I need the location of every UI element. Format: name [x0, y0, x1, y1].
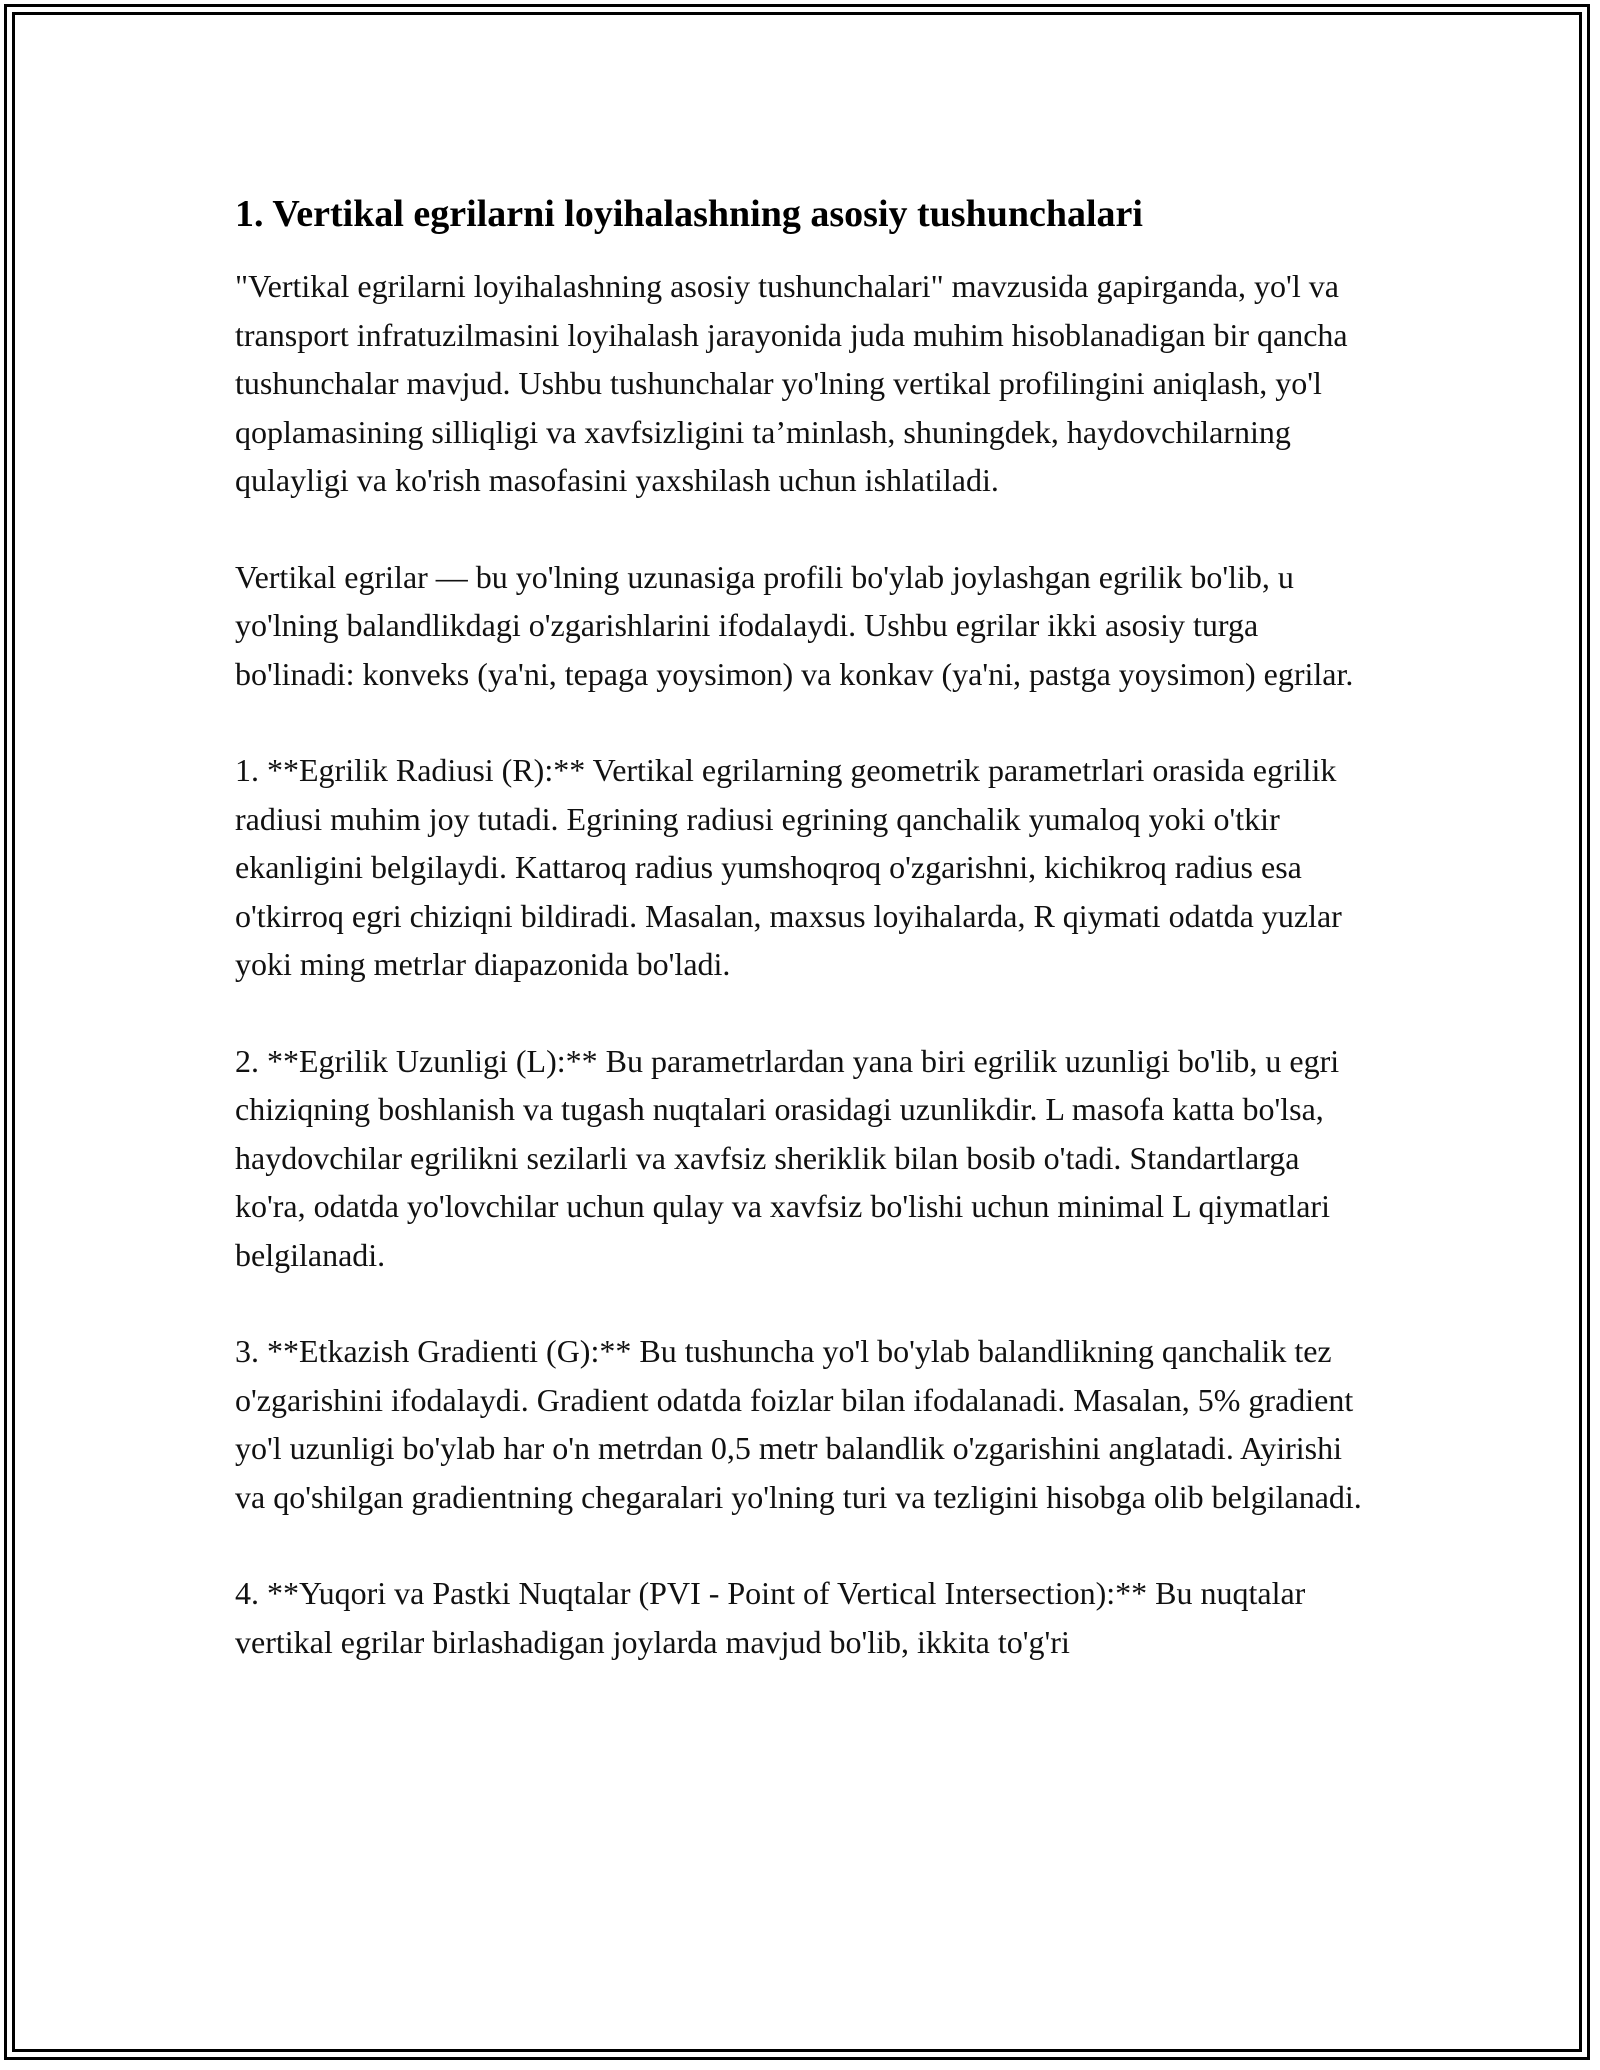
paragraph-radius: 1. **Egrilik Radiusi (R):** Vertikal egrilarning geometrik parametrlari orasida egrilik radiusi muhim joy tutadi. Egrining radiusi egrining qanchalik yumaloq yoki o'tkir ekanligini belgilaydi. Kattaroq radius yumshoqroq o'zgarishni, kichikroq radius esa o'tkirroq egri chiziqni bildiradi. Masalan, maxsus loyihalarda, R qiymati odatda yuzlar yoki ming metrlar diapazonida bo'ladi. [235, 752, 1342, 982]
paragraph-gradient: 3. **Etkazish Gradienti (G):** Bu tushuncha yo'l bo'ylab balandlikning qanchalik tez o'zgarishini ifodalaydi. Gradient odatda foizlar bilan ifodalanadi. Masalan, 5% gradient yo'l uzunligi bo'ylab har o'n metrdan 0,5 metr balandlik o'zgarishini anglatadi. Ayirishi va qo'shilgan gradientning chegaralari yo'lning turi va tezligini hisobga olib belgilanadi. [235, 1333, 1362, 1515]
document-body [235, 188, 1365, 1714]
paragraph-pvi: 4. **Yuqori va Pastki Nuqtalar (PVI - Point of Vertical Intersection):** Bu nuqtalar vertikal egrilar birlashadigan joylarda mavjud bo'lib, ikkita to'g'ri [235, 1575, 1306, 1660]
section-heading: 1. Vertikal egrilarni loyihalashning asosiy tushunchalari [235, 193, 1143, 235]
paragraph-length: 2. **Egrilik Uzunligi (L):** Bu parametrlardan yana biri egrilik uzunligi bo'lib, u egri chiziqning boshlanish va tugash nuqtalari orasidagi uzunlikdir. L masofa katta bo'lsa, haydovchilar egrilikni sezilarli va xavfsiz sheriklik bilan bosib o'tadi. Standartlarga ko'ra, odatda yo'lovchilar uchun qulay va xavfsiz bo'lishi uchun minimal L qiymatlari belgilanadi. [235, 1042, 1340, 1273]
paragraph-intro: "Vertikal egrilarni loyihalashning asosiy tushunchalari" mavzusida gapirganda, yo'l va transport infratuzilmasini loyihalash jarayonida juda muhim hisoblanadigan bir qancha tushunchalar mavjud. Ushbu tushunchalar yo'lning vertikal profilingini aniqlash, yo'l qoplamasining silliqligi va xavfsizligini ta’minlash, shuningdek, haydovchilarning qulayligi va ko'rish masofasini yaxshilash uchun ishlatiladi. [235, 268, 1348, 498]
paragraph-definition: Vertikal egrilar — bu yo'lning uzunasiga profili bo'ylab joylashgan egrilik bo'lib, u yo'lning balandlikdagi o'zgarishlarini ifodalaydi. Ushbu egrilar ikki asosiy turga bo'linadi: konveks (ya'ni, tepaga yoysimon) va konkav (ya'ni, pastga yoysimon) egrilar. [235, 558, 1354, 692]
